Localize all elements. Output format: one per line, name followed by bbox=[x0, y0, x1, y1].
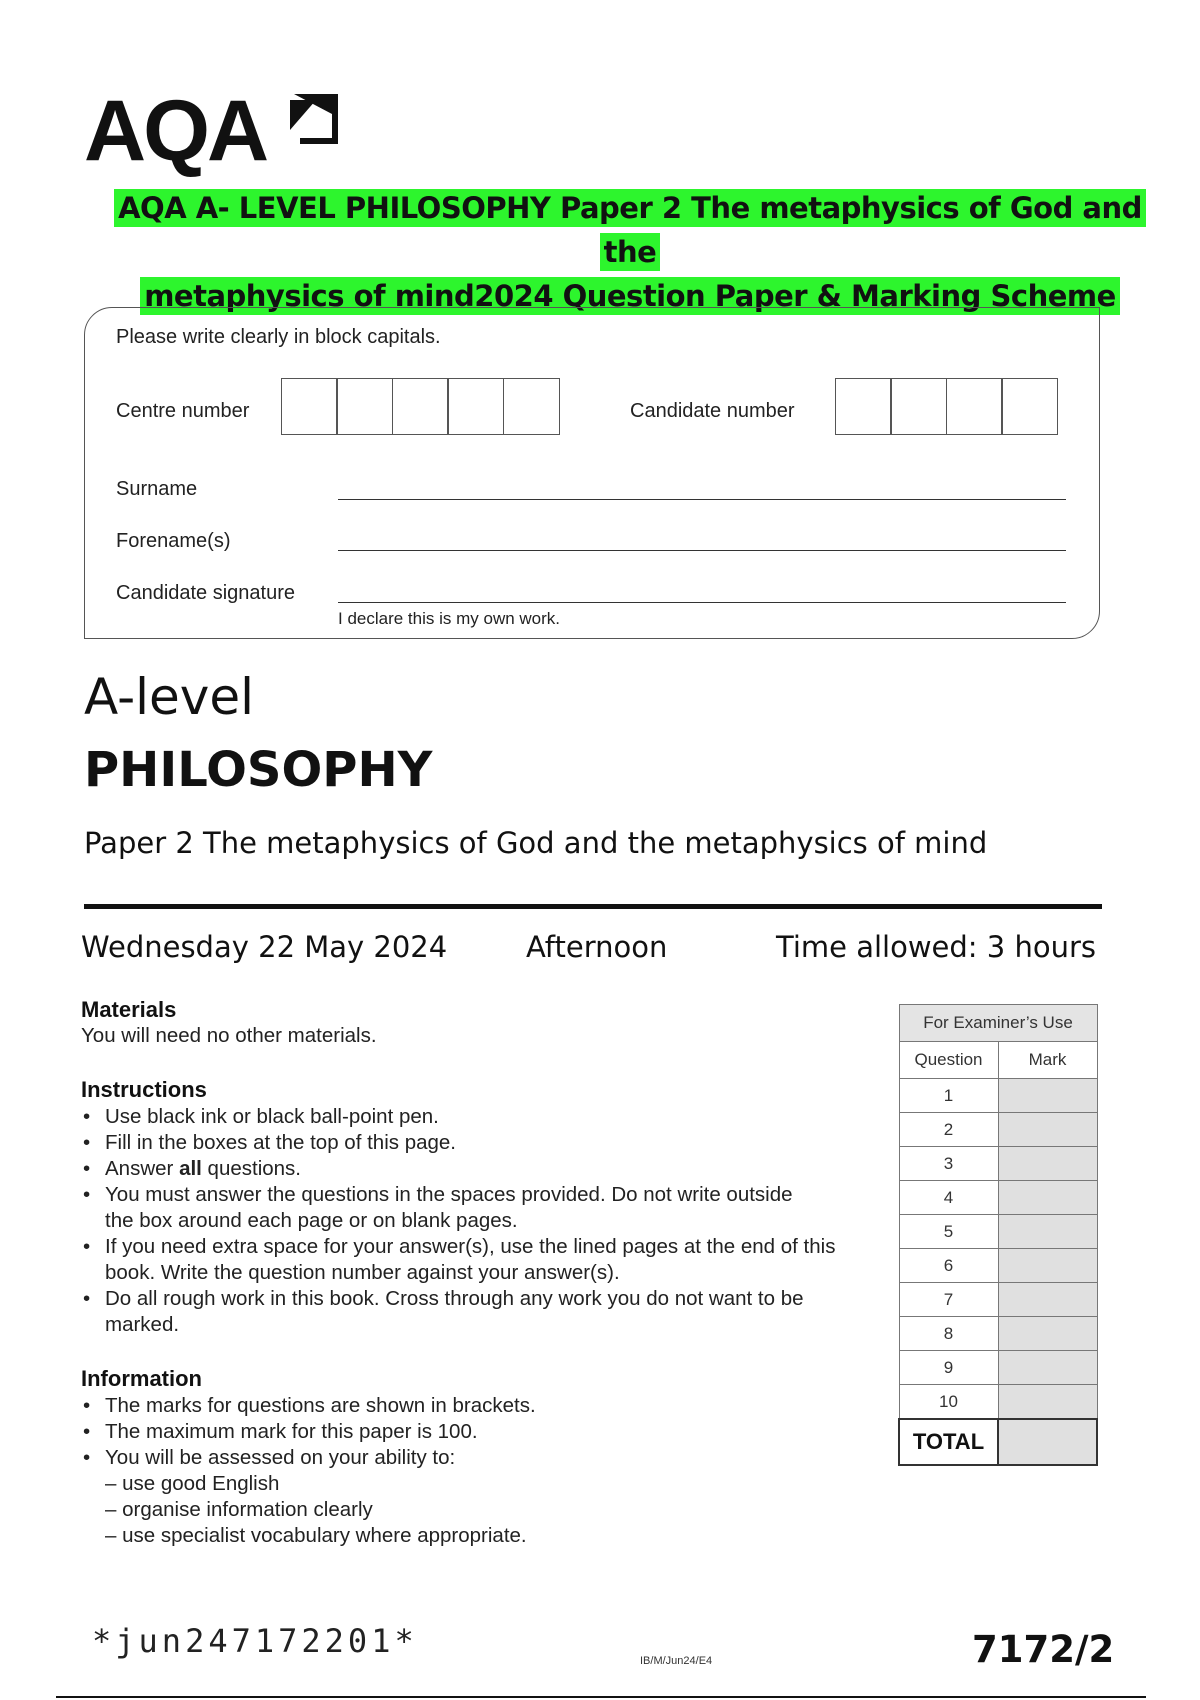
materials-heading: Materials bbox=[81, 997, 177, 1022]
question-column-header: Question bbox=[899, 1042, 998, 1079]
information-item: • You will be assessed on your ability to: bbox=[81, 1445, 871, 1471]
signature-label: Candidate signature bbox=[116, 582, 296, 604]
question-number: 4 bbox=[899, 1181, 998, 1215]
subject-title: PHILOSOPHY bbox=[84, 742, 433, 798]
instruction-answer-all: all bbox=[179, 1157, 202, 1180]
signature-line[interactable] bbox=[338, 602, 1066, 603]
candidate-number-label: Candidate number bbox=[630, 400, 795, 422]
aqa-logo-mark-icon bbox=[286, 90, 342, 148]
header-divider bbox=[84, 904, 1102, 909]
question-number: 1 bbox=[899, 1079, 998, 1113]
exam-date: Wednesday 22 May 2024 bbox=[81, 930, 448, 964]
question-number: 5 bbox=[899, 1215, 998, 1249]
information-item: • The marks for questions are shown in brackets. bbox=[81, 1393, 871, 1419]
mark-cell bbox=[998, 1113, 1097, 1147]
mark-cell bbox=[998, 1283, 1097, 1317]
examiners-use-table bbox=[898, 1004, 1098, 1466]
instruction-answer-prefix: Answer bbox=[105, 1157, 180, 1180]
exam-session: Afternoon bbox=[526, 930, 668, 964]
instruction-answer-suffix: questions. bbox=[201, 1157, 302, 1180]
question-number: 10 bbox=[899, 1385, 998, 1420]
question-number: 3 bbox=[899, 1147, 998, 1181]
highlighted-title bbox=[100, 186, 1160, 318]
question-number: 6 bbox=[899, 1249, 998, 1283]
mark-cell bbox=[998, 1147, 1097, 1181]
block-capitals-instruction: Please write clearly in block capitals. bbox=[116, 326, 441, 348]
mark-cell bbox=[998, 1249, 1097, 1283]
assessment-criteria-list bbox=[81, 1471, 527, 1549]
mark-cell bbox=[998, 1317, 1097, 1351]
mark-cell bbox=[998, 1385, 1097, 1420]
mark-cell bbox=[998, 1215, 1097, 1249]
instruction-item bbox=[81, 1156, 871, 1182]
candidate-number-digit-box[interactable] bbox=[835, 378, 892, 435]
centre-number-digit-box[interactable] bbox=[392, 378, 449, 435]
candidate-number-digit-box[interactable] bbox=[946, 378, 1003, 435]
highlighted-title-line-2: metaphysics of mind2024 Question Paper & Marking Scheme bbox=[140, 277, 1120, 315]
question-number: 2 bbox=[899, 1113, 998, 1147]
assessment-criterion: – use specialist vocabulary where appropriate. bbox=[105, 1524, 527, 1547]
instructions-heading: Instructions bbox=[81, 1077, 207, 1102]
instruction-item: • You must answer the questions in the spaces provided. Do not write outside the box around each page or on blank pages. bbox=[81, 1182, 805, 1234]
instruction-item: • Use black ink or black ball-point pen. bbox=[81, 1104, 871, 1130]
candidate-number-field[interactable] bbox=[836, 378, 1058, 435]
assessment-criterion: – organise information clearly bbox=[105, 1498, 373, 1521]
barcode-text: *jun247172201* bbox=[92, 1622, 418, 1660]
footer-divider bbox=[56, 1696, 1146, 1698]
forenames-label: Forename(s) bbox=[116, 530, 231, 552]
paper-code: 7172/2 bbox=[972, 1628, 1115, 1671]
examiners-use-title: For Examiner’s Use bbox=[899, 1005, 1097, 1042]
total-label: TOTAL bbox=[899, 1419, 998, 1465]
declaration-text: I declare this is my own work. bbox=[338, 609, 561, 628]
surname-label: Surname bbox=[116, 478, 198, 500]
centre-number-field[interactable] bbox=[282, 378, 560, 435]
centre-number-digit-box[interactable] bbox=[281, 378, 338, 435]
candidate-number-digit-box[interactable] bbox=[1001, 378, 1058, 435]
aqa-logo-text: AQA bbox=[84, 83, 267, 179]
instructions-list bbox=[81, 1104, 871, 1338]
forenames-line[interactable] bbox=[338, 550, 1066, 551]
candidate-number-digit-box[interactable] bbox=[890, 378, 947, 435]
mark-cell bbox=[998, 1079, 1097, 1113]
centre-number-digit-box[interactable] bbox=[336, 378, 393, 435]
question-number: 7 bbox=[899, 1283, 998, 1317]
information-list bbox=[81, 1393, 871, 1471]
centre-number-digit-box[interactable] bbox=[503, 378, 560, 435]
instruction-item: • Do all rough work in this book. Cross through any work you do not want to be marked. bbox=[81, 1286, 835, 1338]
aqa-logo bbox=[84, 83, 267, 179]
centre-number-digit-box[interactable] bbox=[447, 378, 504, 435]
qualification-level: A-level bbox=[84, 668, 255, 726]
question-number: 9 bbox=[899, 1351, 998, 1385]
question-number: 8 bbox=[899, 1317, 998, 1351]
total-mark-cell bbox=[998, 1419, 1097, 1465]
paper-title: Paper 2 The metaphysics of God and the metaphysics of mind bbox=[84, 826, 988, 860]
instruction-item: • If you need extra space for your answer(s), use the lined pages at the end of this book. Write the question number against your answer(s). bbox=[81, 1234, 871, 1286]
document-reference: IB/M/Jun24/E4 bbox=[640, 1655, 713, 1667]
assessment-criterion: – use good English bbox=[105, 1472, 280, 1495]
mark-column-header: Mark bbox=[998, 1042, 1097, 1079]
materials-text: You will need no other materials. bbox=[81, 1024, 377, 1047]
centre-number-label: Centre number bbox=[116, 400, 250, 422]
highlighted-title-line-1: AQA A- LEVEL PHILOSOPHY Paper 2 The metaphysics of God and the bbox=[114, 189, 1146, 271]
mark-cell bbox=[998, 1351, 1097, 1385]
time-allowed: Time allowed: 3 hours bbox=[776, 930, 1096, 964]
information-item: • The maximum mark for this paper is 100. bbox=[81, 1419, 871, 1445]
information-heading: Information bbox=[81, 1366, 202, 1391]
mark-cell bbox=[998, 1181, 1097, 1215]
surname-line[interactable] bbox=[338, 499, 1066, 500]
instruction-item: • Fill in the boxes at the top of this page. bbox=[81, 1130, 871, 1156]
